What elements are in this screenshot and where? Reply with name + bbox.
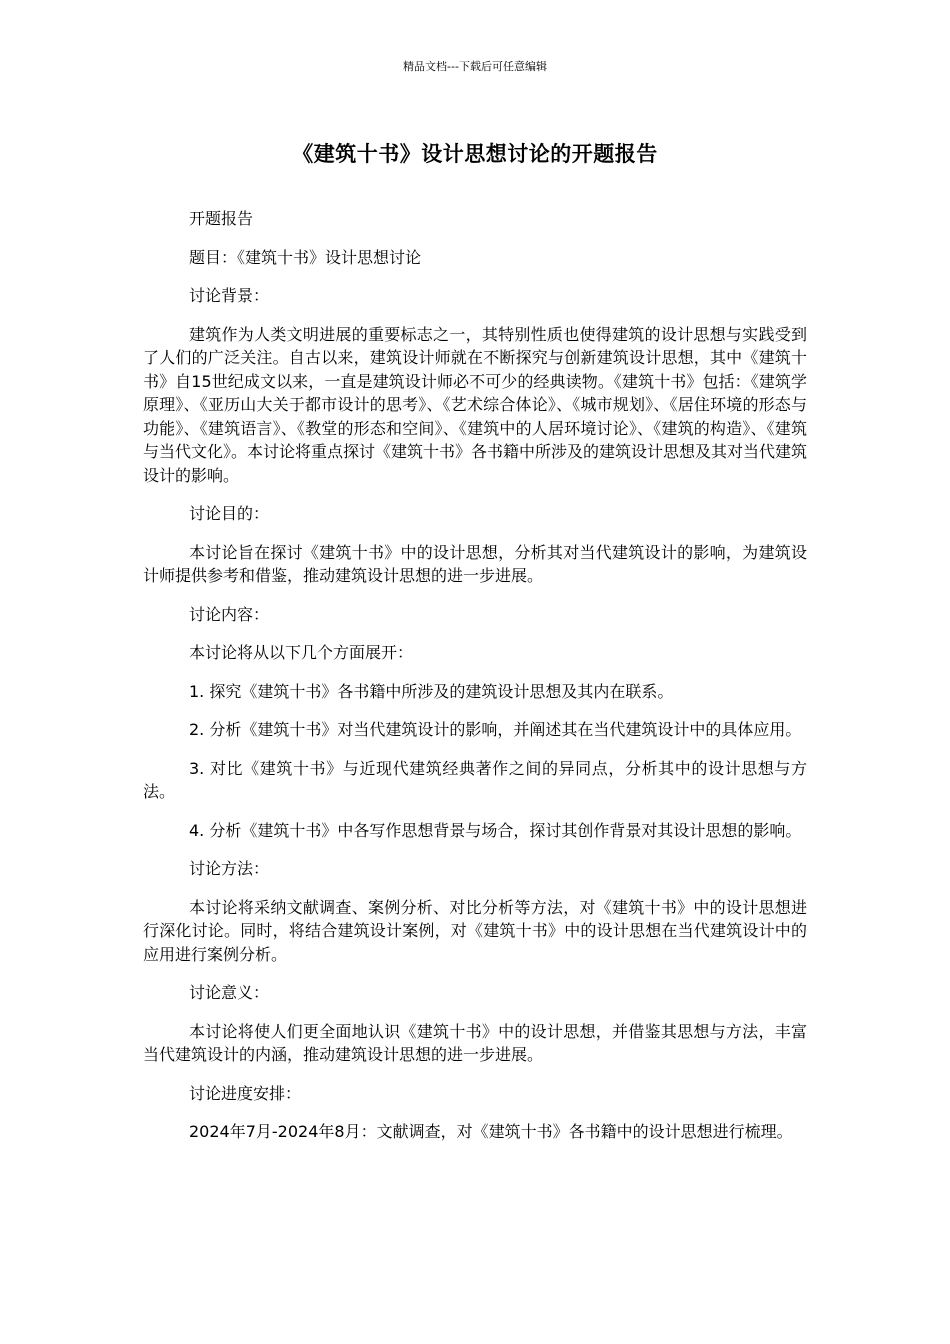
section-heading-purpose: 讨论目的： [189, 504, 270, 523]
list-item-3: 3. 对比《建筑十书》与近现代建筑经典著作之间的异同点，分析其中的设计思想与方法。 [143, 758, 807, 801]
paragraph-purpose: 本讨论旨在探讨《建筑十书》中的设计思想，分析其对当代建筑设计的影响，为建筑设计师提供参考和借鉴，推动建筑设计思想的进一步进展。 [143, 542, 807, 585]
list-item-1: 1. 探究《建筑十书》各书籍中所涉及的建筑设计思想及其内在联系。 [189, 681, 674, 701]
document-title: 《建筑十书》设计思想讨论的开题报告 [292, 142, 658, 166]
list-item-2: 2. 分析《建筑十书》对当代建筑设计的影响，并阐述其在当代建筑设计中的具体应用。 [189, 720, 802, 739]
section-heading-schedule: 讨论进度安排： [189, 1083, 302, 1103]
header-note: 精品文档---下载后可任意编辑 [403, 60, 547, 73]
section-heading-significance: 讨论意义： [189, 983, 270, 1002]
list-item-4: 4. 分析《建筑十书》中各写作思想背景与场合，探讨其创作背景对其设计思想的影响。 [189, 820, 802, 840]
paragraph-background: 建筑作为人类文明进展的重要标志之一，其特别性质也使得建筑的设计思想与实践受到了人们的广泛关注。自古以来，建筑设计师就在不断探究与创新建筑设计思想，其中《建筑十书》自15世纪成文以来，一直是建筑设计师必不可少的经典读物。《建筑十书》包括：《建筑学原理》、《亚历山大关于都市设计的思考》、《艺术综合体论》、《城市规划》、《居住环境的形态与功能》、《建筑语言》、《教堂的形态和空间》、《建筑中的人居环境讨论》、《建筑的构造》、《建筑与当代文化》。本讨论将重点探讨《建筑十书》各书籍中所涉及的建筑设计思想及其对当代建筑设计的影响。 [143, 324, 808, 485]
paragraph-topic: 题目：《建筑十书》设计思想讨论 [189, 247, 422, 267]
paragraph-content-intro: 本讨论将从以下几个方面展开： [189, 643, 414, 662]
section-heading-background: 讨论背景： [189, 286, 270, 305]
section-heading-method: 讨论方法： [189, 859, 270, 878]
paragraph-label-report: 开题报告 [189, 209, 254, 228]
paragraph-schedule: 2024年7月-2024年8月：文献调查，对《建筑十书》各书籍中的设计思想进行梳理。 [189, 1122, 793, 1141]
section-heading-content: 讨论内容： [189, 604, 270, 624]
document-body [143, 207, 807, 1159]
paragraph-method: 本讨论将采纳文献调查、案例分析、对比分析等方法，对《建筑十书》中的设计思想进行深化讨论。同时，将结合建筑设计案例，对《建筑十书》中的设计思想在当代建筑设计中的应用进行案例分析。 [143, 897, 807, 964]
paragraph-significance: 本讨论将使人们更全面地认识《建筑十书》中的设计思想，并借鉴其思想与方法，丰富当代建筑设计的内涵，推动建筑设计思想的进一步进展。 [143, 1021, 807, 1064]
